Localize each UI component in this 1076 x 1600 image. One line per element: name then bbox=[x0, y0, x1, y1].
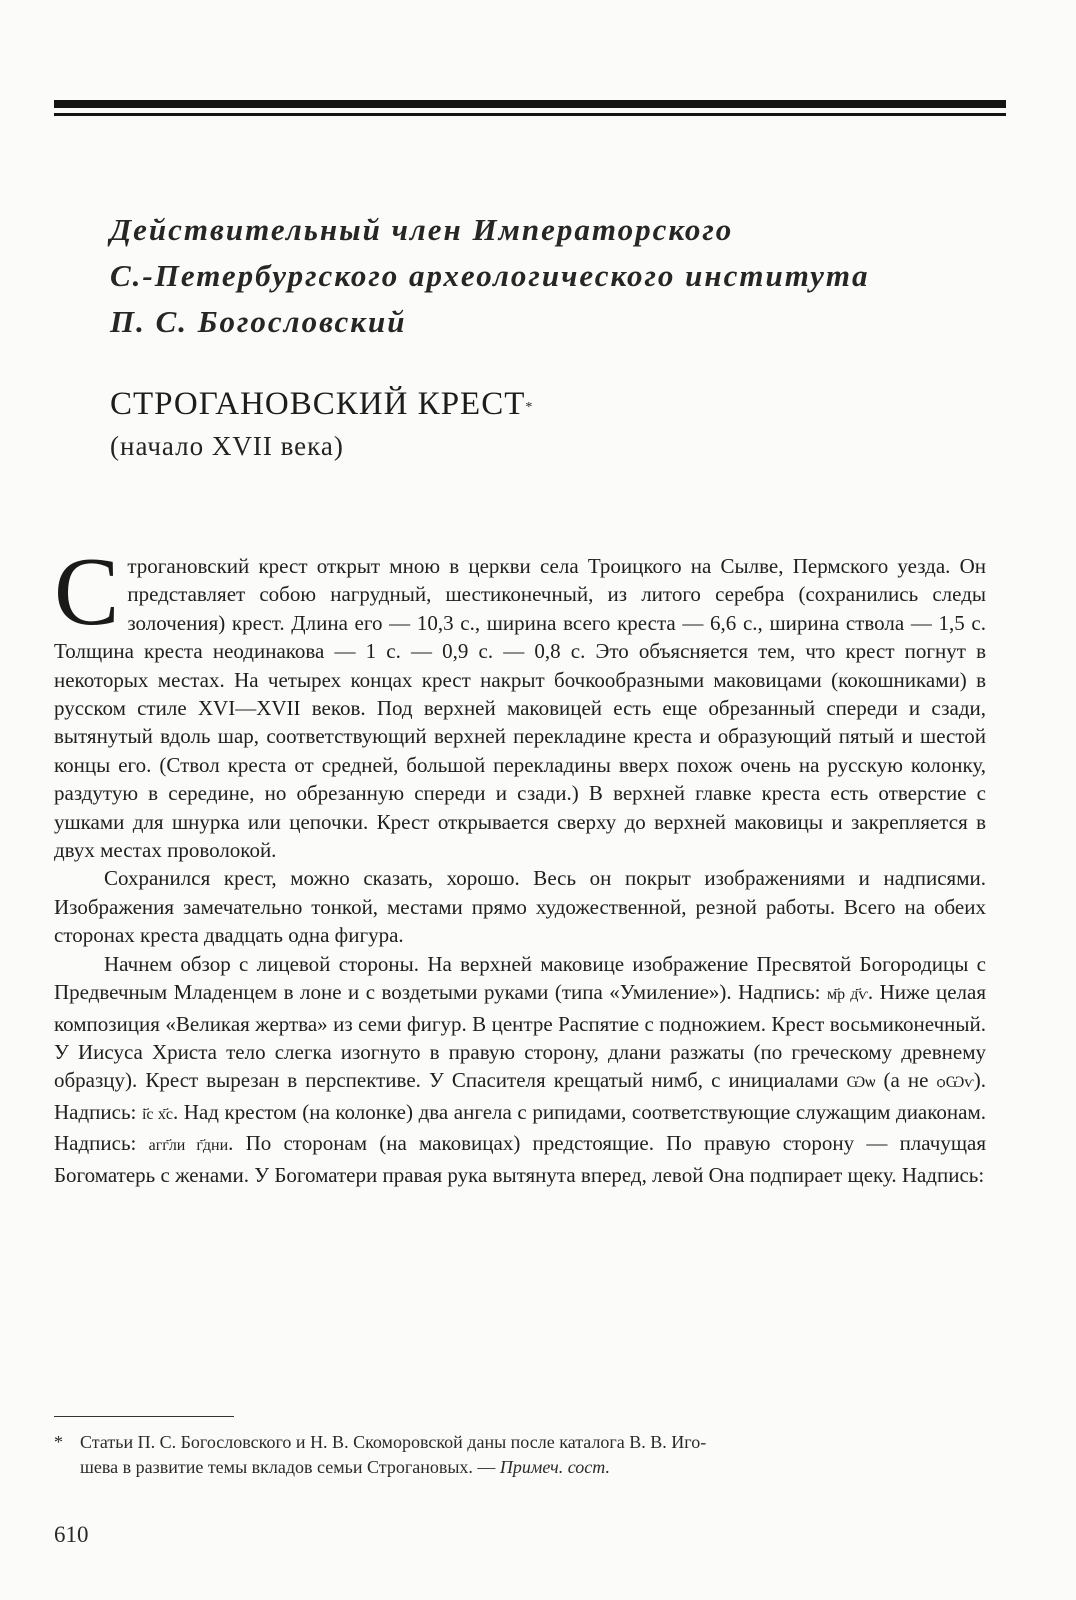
footnote-text-2: шева в развитие темы вкладов семьи Строгановых. — bbox=[80, 1457, 500, 1477]
footnote-mark: * bbox=[54, 1432, 63, 1452]
paragraph-2: Сохранился крест, можно сказать, хорошо. Весь он покрыт изображениями и надписями. Изображения замечательно тонкой, местами прямо художественной, резной работы. Всего на обеих сторонах креста двадцать одна фигура. bbox=[54, 866, 986, 948]
footnote-line-1 bbox=[54, 1430, 986, 1455]
page-number: 610 bbox=[54, 1522, 89, 1547]
author-line-1: Действительный член Императорского bbox=[110, 212, 734, 247]
footnote-line-2 bbox=[54, 1455, 986, 1480]
paragraph-3-text-e: . Над крестом (на колонке) два ангела с рипидами, соответствующие служащим диаконам. Надпись: bbox=[54, 1099, 986, 1156]
church-slavonic-inscription: ѻѠѵ bbox=[936, 1074, 974, 1092]
paragraph-1 bbox=[54, 538, 986, 864]
article-title-text: СТРОГАНОВСКИЙ КРЕСТ bbox=[110, 386, 526, 422]
footnote-editor-note: Примеч. сост. bbox=[499, 1457, 610, 1477]
paragraph-3-text-d: ). Надпись: bbox=[54, 1068, 986, 1124]
paragraph-3-text-b: . Ниже целая композиция «Великая жертва» из семи фигур. В центре Распятие с подножием. Крест восьмиконечный. У Иисуса Христа тело слегка изогнуто в правую сторону, длани разжаты (по греческому древнему образцу). Крест вырезан в перспективе. У Спасителя крещатый нимб, с инициалами bbox=[54, 980, 987, 1093]
article-subtitle: (начало XVII века) bbox=[110, 431, 344, 461]
author-block bbox=[110, 207, 990, 345]
header-rule-thin bbox=[54, 113, 1006, 116]
footnote-text-1: Статьи П. С. Богословского и Н. В. Скоморовской даны после каталога В. В. Иго- bbox=[80, 1432, 707, 1452]
church-slavonic-inscription: Ѡѡ bbox=[846, 1074, 876, 1092]
church-slavonic-inscription: агг҃ли г҃дни bbox=[148, 1137, 229, 1155]
article-title bbox=[110, 382, 533, 426]
footnote bbox=[54, 1430, 986, 1480]
paragraph-1-text: трогановский крест открыт мною в церкви села Троицкого на Сылве, Пермского уезда. Он представляет собою нагрудный, шестиконечный, из литого серебра (сохранились следы золочения) крест. Длина его — 10,3 с., ширина всего креста — 6,6 с., ширина ствола — 1,5 с. Толщина креста неодинакова — 1 с. — 0,9 с. — 0,8 с. Это объясняется тем, что крест погнут в некоторых местах. На четырех концах крест накрыт бочкообразными маковицами (кокошниками) в русском стиле XVI—XVII веков. Под верхней маковицей есть еще обрезанный спереди и сзади, вытянутый вдоль шар, соответствующий верхней перекладине креста и образующий пятый и шестой концы его. (Ствол креста от средней, большой перекладины вверх похож очень на русскую колонку, раздутую в середине, но обрезанную спереди и сзади.) В верхней главке креста есть отверстие с ушками для шнурка или цепочки. Крест открывается сверху до верхней маковицы и закрепляется в двух местах проволокой. bbox=[54, 554, 986, 863]
paragraph-3-text-a: Начнем обзор с лицевой стороны. На верхней маковице изображение Пресвятой Богородицы с Предвечным Младенцем в лоне и с воздетыми руками (типа «Умиление»). Надпись: bbox=[54, 951, 986, 1005]
drop-cap: С bbox=[54, 538, 120, 646]
church-slavonic-inscription: м҃р д҃ѵ bbox=[826, 986, 868, 1004]
footnote-reference: * bbox=[525, 400, 534, 415]
header-rule-thick bbox=[54, 100, 1006, 108]
author-line-3: П. С. Богословский bbox=[110, 304, 407, 339]
article-body bbox=[54, 538, 987, 1189]
footnote-rule bbox=[54, 1416, 234, 1417]
church-slavonic-inscription: і҃с х҃с bbox=[141, 1105, 173, 1123]
paragraph-3-text-f: . По сторонам (на маковицах) предстоящие. По правую сторону — плачущая Богоматерь с женами. У Богоматери правая рука вытянута вперед, левой Она подпирает щеку. Надпись: bbox=[54, 1131, 986, 1187]
paragraph-3 bbox=[54, 950, 986, 1189]
paragraph-3-text-c: (а не bbox=[875, 1068, 937, 1093]
author-line-2: С.-Петербургского археологического института bbox=[110, 258, 870, 293]
